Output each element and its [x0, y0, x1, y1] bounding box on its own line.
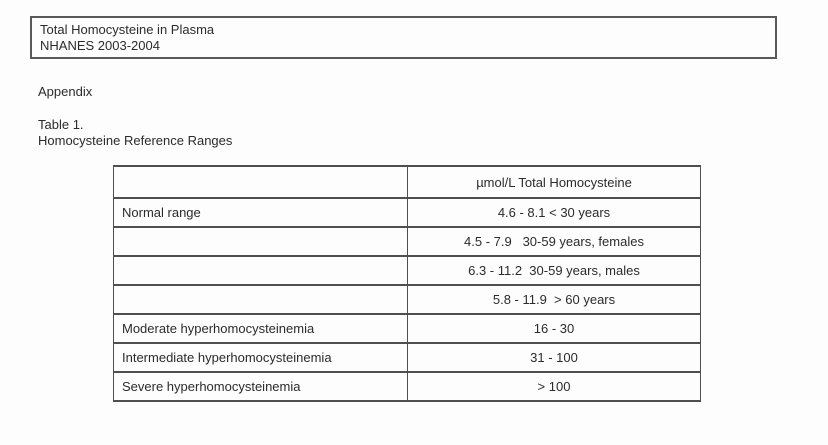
table-caption: [38, 117, 232, 149]
row-value-cell: 4.5 - 7.9 30-59 years, females: [408, 227, 701, 256]
document-title: Total Homocysteine in Plasma: [40, 22, 215, 37]
table-row: [114, 198, 701, 227]
document-subtitle: NHANES 2003-2004: [40, 38, 160, 53]
table-row: [114, 285, 701, 314]
row-value-cell: 6.3 - 11.2 30-59 years, males: [408, 256, 701, 285]
row-label-cell: Moderate hyperhomocysteinemia: [114, 314, 408, 343]
appendix-heading: Appendix: [38, 84, 93, 99]
row-value-cell: 16 - 30: [408, 314, 701, 343]
table-number: Table 1.: [38, 117, 84, 132]
row-value-cell: 31 - 100: [408, 343, 701, 372]
row-value-cell: 5.8 - 11.9 > 60 years: [408, 285, 701, 314]
table-header-row: [114, 166, 701, 198]
table-row: [114, 343, 701, 372]
row-label-cell: Severe hyperhomocysteinemia: [114, 372, 408, 401]
table-row: [114, 256, 701, 285]
table-row: [114, 372, 701, 401]
header-label-cell: [114, 166, 408, 198]
row-label-cell: [114, 227, 408, 256]
reference-ranges-table: [113, 165, 701, 402]
header-value-cell: µmol/L Total Homocysteine: [408, 166, 701, 198]
table-title: Homocysteine Reference Ranges: [38, 133, 233, 148]
table-row: [114, 227, 701, 256]
row-label-cell: Normal range: [114, 198, 408, 227]
table-row: [114, 314, 701, 343]
row-value-cell: > 100: [408, 372, 701, 401]
row-value-cell: 4.6 - 8.1 < 30 years: [408, 198, 701, 227]
row-label-cell: [114, 256, 408, 285]
row-label-cell: [114, 285, 408, 314]
document-title-box: [30, 16, 777, 59]
row-label-cell: Intermediate hyperhomocysteinemia: [114, 343, 408, 372]
